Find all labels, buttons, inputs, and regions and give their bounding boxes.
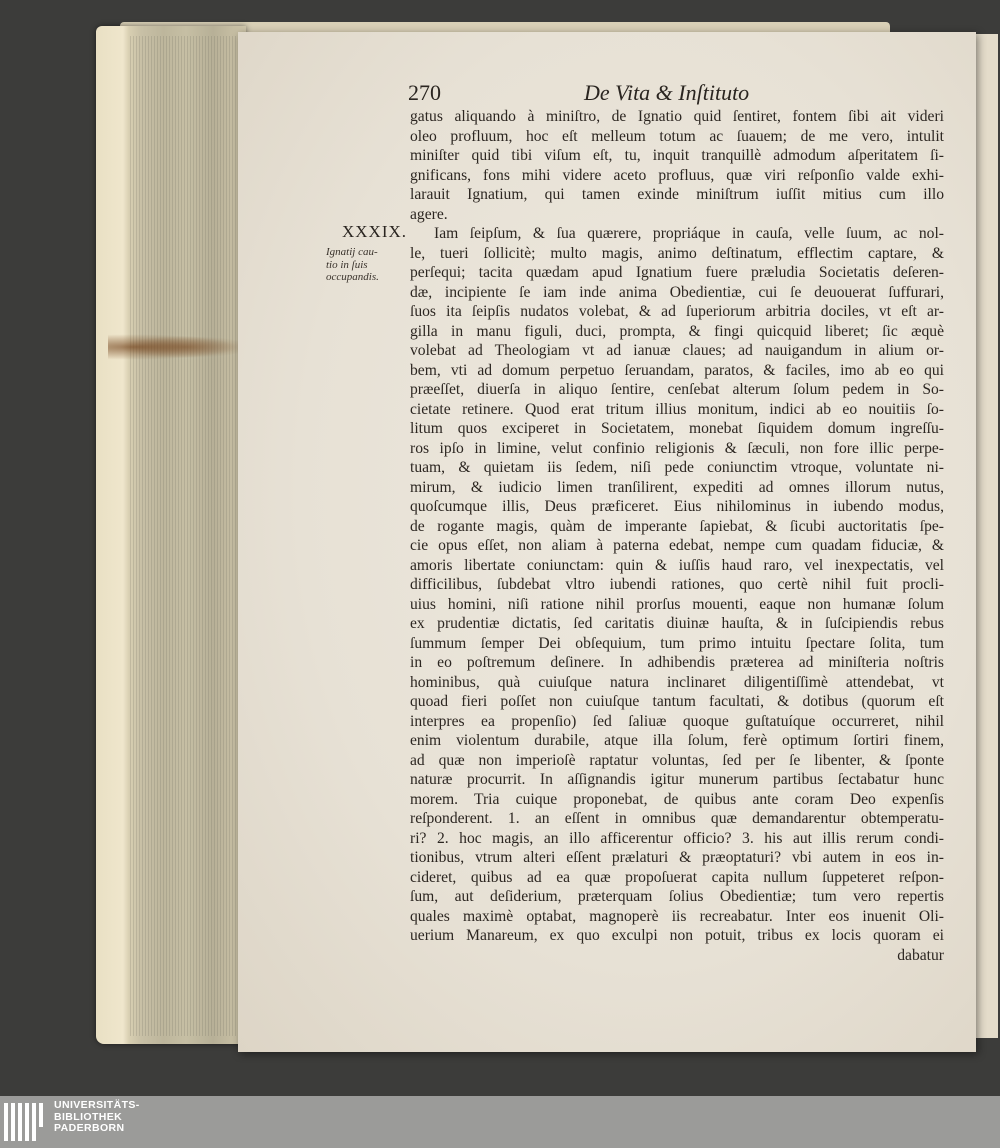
binding-stain — [108, 334, 238, 360]
text-line: enim violentum durabile, atque illa ſolum, ferè optimum ſortiri finem, — [410, 732, 944, 749]
page-edges — [130, 36, 242, 1036]
margin-note-line: tio in ſuis — [326, 258, 368, 271]
text-line: cideret, quibus ad ea quæ propoſuerat capita nullum ſuppeteret reſpon- — [410, 868, 944, 886]
text-line: litum quos exciperet in Societatem, monebat ſiquidem domum ingreſſu- — [410, 420, 944, 437]
catchword: dabatur — [897, 946, 944, 964]
text-line: volebat ad Theologiam vt ad ianuæ claues; ad nauigandum in alium or- — [410, 342, 944, 359]
text-line: in eo poſtremum deſinere. In adhibendis præterea ad miniſteria noſtris — [410, 654, 944, 671]
text-line: mirum, & iudicio limen tranſilirent, expediti ad omnes illorum nutus, — [410, 478, 944, 496]
logo-line: BIBLIOTHEK — [54, 1110, 123, 1123]
logo-line: UNIVERSITÄTS- — [54, 1099, 140, 1111]
text-line: larauit Ignatium, qui tamen exinde miniſtrum iuſſit mitius cum illo — [410, 186, 944, 203]
library-logo-text — [54, 1100, 140, 1135]
margin-note — [326, 246, 406, 284]
text-line: ſummum ſemper Dei obſequium, tum primo intuitu ſpectare ſolita, tum — [410, 634, 944, 652]
running-title: De Vita & Inſtituto — [584, 80, 750, 105]
text-line: ex prudentiæ dictatis, ſed caritatis diuinæ hauſta, & in ſuſcipiendis rebus — [410, 615, 944, 632]
text-line: cietate retinere. Quod erat tritum illius monitum, indici ab eo nouitiis ſo- — [410, 400, 944, 418]
text-line: quales maximè optabat, magnoperè iis recreabatur. Inter eos inuenit Oli- — [410, 907, 944, 925]
text-line: uerium Manareum, ex quo exculpi non potuit, tribus ex locis quoram ei — [410, 927, 944, 944]
text-line: tuam, & quietam iis ſedem, niſi pede coniunctim vtroque, voluntate ni- — [410, 459, 944, 476]
text-line: dæ, incipiente ſe iam inde anima Obedientiæ, cui ſe deuouerat ſuffurari, — [410, 283, 944, 301]
text-line: Iam ſeipſum, & ſua quærere, propriáque in cauſa, velle ſuum, ac nol- — [434, 225, 944, 242]
text-line: quoſcumque illis, Deus præficeret. Eius nihilominus in iubendo modus, — [410, 498, 944, 515]
text-line: ri? 2. hoc magis, an illo afficerentur officio? 3. his aut illis rerum condi- — [410, 829, 944, 847]
text-line: agere. — [410, 205, 448, 223]
text-line: ros ipſo in limine, velut confinio religionis & ſæculi, non fore illic perpe- — [410, 439, 944, 457]
text-line: perſequi; tacita quædam apud Ignatium fuere præludia Societatis deſeren- — [410, 264, 944, 281]
text-line: gilla in manu figuli, duci, prompta, & fingi quicquid liberet; ſic æquè — [410, 322, 944, 340]
text-line: morem. Tria cuique proponebat, de quibus ante coram Deo expenſis — [410, 790, 944, 808]
running-head — [408, 80, 968, 108]
library-logo-icon — [0, 1099, 48, 1145]
text-line: amoris libertate coniunctam: quin & iuſſis haud raro, vel inexpectatis, vel — [410, 556, 944, 574]
text-line: ſum, aut deſiderium, præterquam ſolius Obedientiæ; tum vero repertis — [410, 888, 944, 905]
logo-line: PADERBORN — [54, 1122, 125, 1134]
margin-note-line: Ignatij cau- — [326, 246, 378, 258]
text-line: le, tueri ſollicitè; multo magis, animo deſtinatum, efflectim captare, & — [410, 244, 944, 262]
text-line: præeſſet, diuerſa in aliquo ſentire, cenſebat alterum ſolum pedem in So- — [410, 381, 944, 398]
text-line: naturæ procurrit. In aſſignandis igitur munerum partibus ſectabatur hunc — [410, 771, 944, 788]
library-footer — [0, 1096, 1000, 1148]
text-line: ad quæ non imperioſè raptatur voluntas, ſed per ſe libenter, & ſponte — [410, 751, 944, 769]
text-line: de rogante magis, quàm de imperante ſapiebat, & ſicubi auctoritatis ſpe- — [410, 517, 944, 535]
text-line: difficilibus, ſubdebat vltro iubendi rationes, quo certè nihil fuit procli- — [410, 576, 944, 593]
text-line: ſuos ita ſeipſis nudatos volebat, & ad ſuperiorum arbitria dociles, vt eſt ar- — [410, 303, 944, 320]
margin-note-line: occupandis. — [326, 271, 379, 283]
text-line: quoad fieri poſſet non cuiuſque tantum facultati, & dotibus (quorum eſt — [410, 693, 944, 710]
page-number: 270 — [408, 80, 441, 105]
text-line: oleo profluum, hoc eſt melleum totum ac ſuauem; de me vero, intulit — [410, 127, 944, 145]
text-line: uius homini, niſi ratione nihil prorſus mouenti, eaque non humanæ ſolum — [410, 595, 944, 613]
text-line: bem, vti ad domum perpetuo ſeruandam, paratos, & faciles, imo ab eo qui — [410, 361, 944, 379]
text-line: tionibus, vtrum alteri eſſent prælaturi & præoptaturi? vbi autem in eos in- — [410, 849, 944, 866]
text-line: reſponderent. 1. an eſſent in omnibus quæ demandarentur obtemperatu- — [410, 810, 944, 827]
text-line: gatus aliquando à miniſtro, de Ignatio quid ſentiret, fontem ſibi ait videri — [410, 108, 944, 125]
text-line: hominibus, quà cuiuſque natura inclinaret diligentiſſimè attendebat, vt — [410, 673, 944, 691]
section-number: XXXIX. — [342, 222, 408, 241]
text-line: interpres ea propenſio) ſed ſaliuæ quoque guſtatuíque occurreret, nihil — [410, 712, 944, 730]
body-text — [410, 107, 944, 965]
text-line: gnificans, fons mihi videre aceto profluus, quæ viri reſponſio valde exhi- — [410, 166, 944, 184]
text-line: cie opus eſſet, non aliam à paterna edebat, nempe cum quadam fiduciæ, & — [410, 537, 944, 554]
text-line: miniſter quid tibi viſum eſt, tu, inquit tranquillè admodum aſperitatem ſi- — [410, 147, 944, 164]
